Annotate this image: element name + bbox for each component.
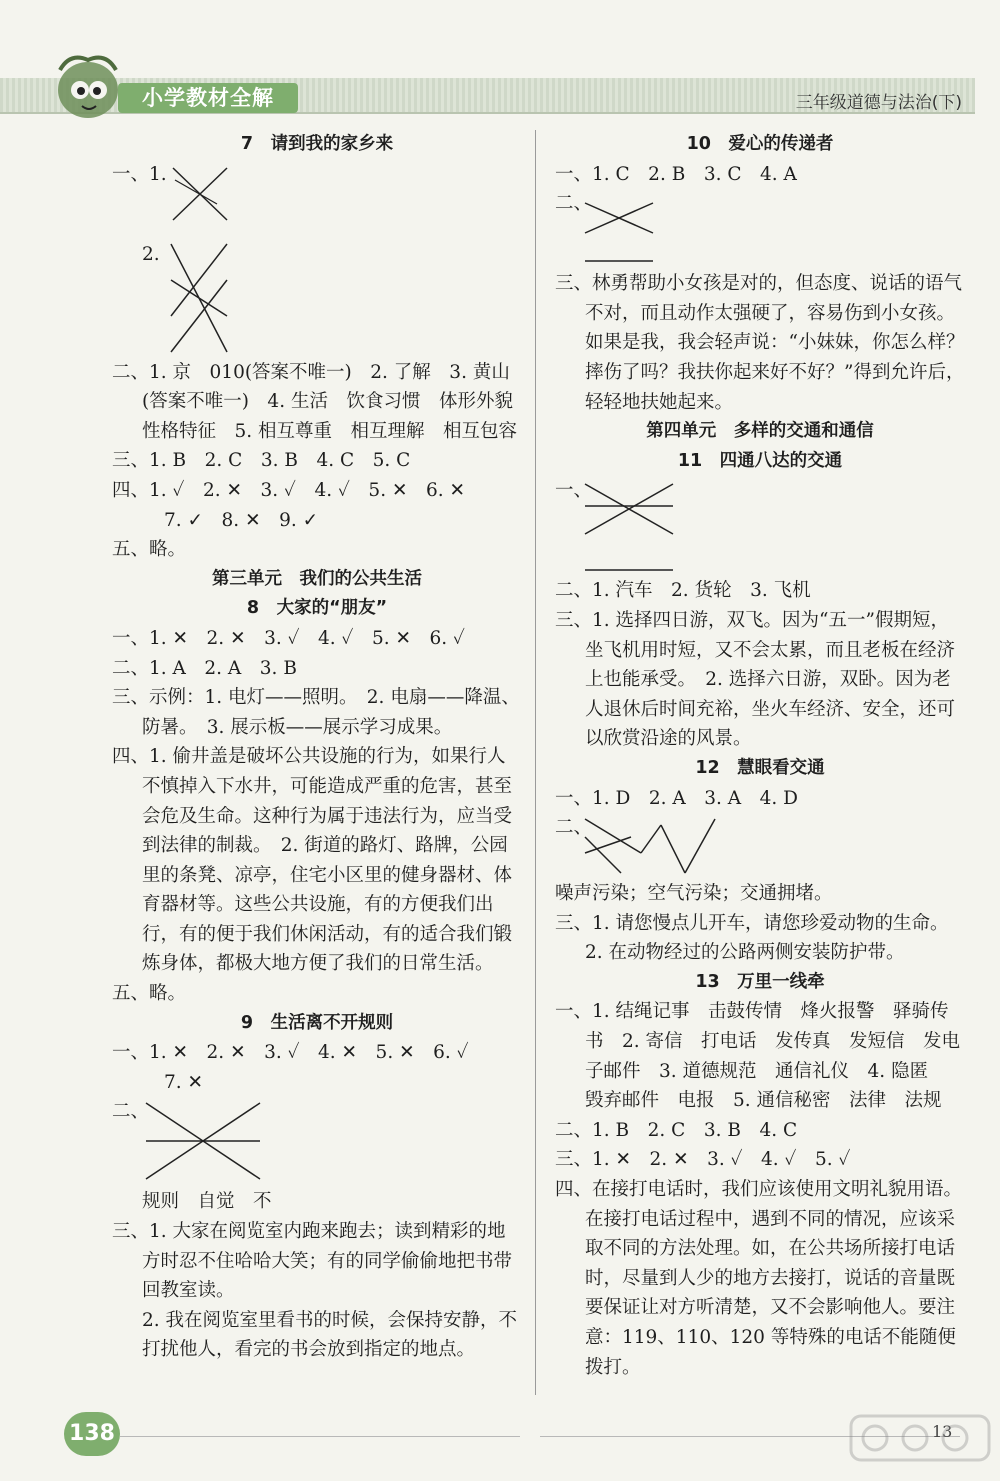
answer-text: 三、1. 大家在阅览室内跑来跑去；读到精彩的地方时忍不住哈哈大笑；有的同学偷偷地把书带回教室读。 bbox=[112, 1221, 513, 1302]
unit-3-title: 第三单元 我们的公共生活 bbox=[212, 568, 422, 589]
matching-lines-icon bbox=[142, 1097, 292, 1187]
question-label: 二、 bbox=[555, 817, 593, 839]
matching-diagram bbox=[555, 476, 965, 576]
answer-text: 三、1. B 2. C 3. B 4. C 5. C bbox=[112, 450, 411, 472]
lesson-9-title: 9 生活离不开规则 bbox=[240, 1012, 394, 1033]
matching-diagram bbox=[555, 189, 965, 269]
answer-text: 一、1. C 2. B 3. C 4. A bbox=[555, 163, 797, 185]
answer-text: 四、在接打电话时，我们应该使用文明礼貌用语。在接打电话过程中，遇到不同的情况，应该采取不同的方法处理。如，在公共场所接打电话时，尽量到人少的地方去接打，说话的音量既要保证让对方听清楚，又不会影响他人。要注意：119、110、120 等特殊的电话不能随便拨打。 bbox=[555, 1179, 963, 1378]
matching-diagram bbox=[112, 160, 522, 240]
answer-text: 7. ✓ 8. ✕ 9. ✓ bbox=[164, 509, 319, 531]
lesson-10-title: 10 爱心的传递者 bbox=[686, 134, 834, 154]
page-number-left: 138 bbox=[64, 1412, 120, 1456]
question-label: 一、1. bbox=[112, 163, 167, 185]
matching-lines-icon bbox=[581, 813, 761, 879]
answer-text: 五、略。 bbox=[112, 983, 187, 1005]
answer-text: 三、1. 请您慢点儿开车，请您珍爱动物的生命。 2. 在动物经过的公路两侧安装防护带。 bbox=[555, 912, 958, 964]
matching-lines-icon bbox=[167, 240, 307, 358]
watermark-logo-icon bbox=[845, 1408, 995, 1478]
footer-rule bbox=[120, 1436, 520, 1437]
answer-text: 一、1. D 2. A 3. A 4. D bbox=[555, 787, 799, 809]
matching-diagram bbox=[112, 1097, 522, 1187]
page-number-right: 13 bbox=[932, 1422, 953, 1441]
answer-text: 四、1. 偷井盖是破坏公共设施的行为，如果行人不慎掉入下水井，可能造成严重的危害，甚至会危及生命。这种行为属于违法行为，应当受到法律的制裁。 2. 街道的路灯、路牌，公园里的条凳、凉亭，住宅小区里的健身器材、体育器材等。这些公共设施，有的方便我们出行，有的便于我们休闲活动，有的适合我们锻炼身体，都极大地方便了我们的日常生活。 bbox=[112, 746, 513, 975]
matching-diagram bbox=[112, 240, 522, 358]
page-header bbox=[0, 70, 1000, 120]
answer-text: 二、1. B 2. C 3. B 4. C bbox=[555, 1119, 798, 1141]
answer-text: 三、林勇帮助小女孩是对的，但态度、说话的语气不对，而且动作太强硬了，容易伤到小女孩。如果是我，我会轻声说：“小妹妹，你怎么样？摔伤了吗？我扶你起来好不好？”得到允许后，轻轻地扶她起来。 bbox=[555, 273, 965, 413]
answer-text: 2. 我在阅览室里看书的时候，会保持安静，不打扰他人，看完的书会放到指定的地点。 bbox=[142, 1309, 518, 1361]
matching-lines-icon bbox=[581, 189, 701, 269]
lesson-7-title: 7 请到我的家乡来 bbox=[240, 134, 394, 154]
answer-text: 二、1. 京 010(答案不唯一) 2. 了解 3. 黄山(答案不唯一) 4. 生活 饮食习惯 体形外貌 性格特征 5. 相互尊重 相互理解 相互包容 bbox=[112, 361, 532, 442]
column-divider bbox=[535, 130, 536, 1395]
lesson-11-title: 11 四通八达的交通 bbox=[677, 450, 843, 471]
question-label: 二、 bbox=[112, 1101, 150, 1123]
question-label: 二、 bbox=[555, 193, 593, 215]
series-title: 三年级道德与法治(下) bbox=[795, 93, 962, 113]
answer-text: 五、略。 bbox=[112, 539, 187, 561]
question-label: 2. bbox=[142, 243, 160, 265]
answer-text: 一、1. 结绳记事 击鼓传情 烽火报警 驿骑传书 2. 寄信 打电话 发传真 发短信 发电子邮件 3. 道德规范 通信礼仪 4. 隐匿 毁弃邮件 电报 5. 通信秘密 法律 法规 bbox=[555, 1001, 961, 1112]
book-title: 小学教材全解 bbox=[118, 83, 298, 113]
unit-4-title: 第四单元 多样的交通和通信 bbox=[646, 421, 874, 442]
lesson-12-title: 12 慧眼看交通 bbox=[695, 757, 825, 778]
answer-text: 一、1. ✕ 2. ✕ 3. ✓ 4. ✕ 5. ✕ 6. ✓ bbox=[112, 1042, 469, 1064]
lesson-8-title: 8 大家的“朋友” bbox=[246, 598, 388, 619]
answer-text: 三、1. ✕ 2. ✕ 3. ✓ 4. ✓ 5. ✓ bbox=[555, 1149, 851, 1171]
lesson-13-title: 13 万里一线牵 bbox=[695, 971, 825, 992]
matching-diagram bbox=[555, 813, 965, 879]
answer-text: 三、1. 选择四日游，双飞。因为“五一”假期短，坐飞机用时短，又不会太累，而且老板在经济上也能承受。 2. 选择六日游，双卧。因为老人退休后时间充裕，坐火车经济、安全，还可以欣赏沿途的风景。 bbox=[555, 609, 956, 750]
matching-lines-icon bbox=[167, 160, 307, 240]
answer-text: 7. ✕ bbox=[164, 1071, 204, 1093]
left-column bbox=[112, 130, 532, 1365]
answer-text: 二、1. A 2. A 3. B bbox=[112, 657, 297, 679]
answer-text: 一、1. ✕ 2. ✕ 3. ✓ 4. ✓ 5. ✕ 6. ✓ bbox=[112, 627, 465, 649]
right-column bbox=[555, 130, 965, 1382]
question-label: 一、 bbox=[555, 480, 593, 502]
matching-lines-icon bbox=[581, 476, 721, 576]
answer-text: 噪声污染；空气污染；交通拥堵。 bbox=[555, 883, 833, 905]
answer-text: 三、示例：1. 电灯——照明。 2. 电扇——降温、防暑。 3. 展示板——展示学习成果。 bbox=[112, 687, 520, 738]
answer-text: 二、1. 汽车 2. 货轮 3. 飞机 bbox=[555, 580, 811, 602]
answer-text: 规则 自觉 不 bbox=[142, 1191, 272, 1213]
answer-text: 四、1. ✓ 2. ✕ 3. ✓ 4. ✓ 5. ✕ 6. ✕ bbox=[112, 479, 465, 501]
